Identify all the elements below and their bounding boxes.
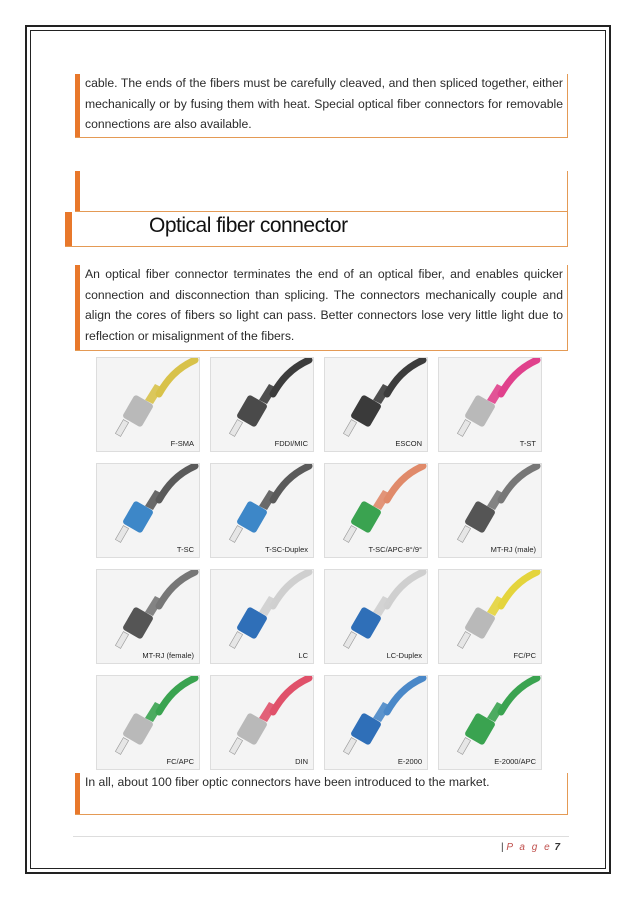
- accent-bar: [65, 212, 72, 246]
- connector-tile: [324, 357, 428, 452]
- accent-bar: [75, 265, 80, 350]
- connector-tile: [324, 569, 428, 664]
- connector-tile: [96, 357, 200, 452]
- connector-label: MT-RJ (female): [142, 651, 194, 660]
- connector-label: DIN: [295, 757, 308, 766]
- connector-label: T-ST: [519, 439, 536, 448]
- connector-label: LC-Duplex: [386, 651, 422, 660]
- connector-label: FDDI/MIC: [274, 439, 308, 448]
- connector-label: FC/APC: [166, 757, 194, 766]
- connector-photo: [325, 464, 428, 558]
- accent-bar: [75, 171, 80, 211]
- accent-bar: [75, 773, 80, 814]
- connector-photo: [211, 358, 314, 452]
- intro-paragraph: cable. The ends of the fibers must be carefully cleaved, and then spliced together, either mechanically or by fusing them with heat. Special optical fiber connectors for removable connections are also available.: [85, 76, 563, 131]
- connector-photo: [97, 676, 200, 770]
- footer-separator: |: [500, 842, 507, 853]
- connector-tile: [96, 463, 200, 558]
- connector-label: T-SC-Duplex: [265, 545, 308, 554]
- connector-label: MT-RJ (male): [490, 545, 536, 554]
- connector-image-grid: [96, 357, 542, 774]
- connector-photo: [97, 464, 200, 558]
- connector-tile: [210, 675, 314, 770]
- empty-box: [75, 171, 568, 212]
- page-number: 7: [554, 842, 560, 853]
- connector-photo: [439, 464, 542, 558]
- connector-tile: [324, 675, 428, 770]
- connector-tile: [438, 675, 542, 770]
- connector-tile: [210, 463, 314, 558]
- connector-photo: [211, 676, 314, 770]
- accent-bar: [75, 74, 80, 137]
- closing-paragraph: In all, about 100 fiber optic connectors have been introduced to the market.: [85, 775, 490, 789]
- connector-photo: [97, 358, 200, 452]
- section-heading: Optical fiber connector: [149, 214, 348, 237]
- connector-label: FC/PC: [513, 651, 536, 660]
- connector-tile: [96, 675, 200, 770]
- connector-photo: [325, 358, 428, 452]
- connector-tile: [210, 357, 314, 452]
- connector-photo: [439, 676, 542, 770]
- intro-paragraph-box: [75, 74, 568, 138]
- connector-tile: [324, 463, 428, 558]
- page-word: P a g e: [506, 842, 552, 853]
- footer-divider: [73, 836, 569, 837]
- page-footer: [501, 842, 560, 853]
- connector-photo: [211, 570, 314, 664]
- connector-label: LC: [298, 651, 308, 660]
- connector-tile: [438, 463, 542, 558]
- connector-photo: [325, 676, 428, 770]
- closing-paragraph-box: [75, 773, 568, 815]
- connector-photo: [439, 358, 542, 452]
- connector-label: F-SMA: [170, 439, 194, 448]
- connector-paragraph: An optical fiber connector terminates the end of an optical fiber, and enables quicker connection and disconnection than splicing. The connectors mechanically couple and align the cores of fibers so light can pass. Better connectors lose very little light due to reflection or misalignment of the fibers.: [85, 267, 563, 343]
- connector-tile: [96, 569, 200, 664]
- connector-photo: [325, 570, 428, 664]
- connector-label: ESCON: [395, 439, 422, 448]
- connector-tile: [438, 569, 542, 664]
- connector-photo: [439, 570, 542, 664]
- connector-label: T-SC: [176, 545, 194, 554]
- connector-tile: [438, 357, 542, 452]
- heading-box: [65, 212, 568, 247]
- connector-photo: [211, 464, 314, 558]
- connector-photo: [97, 570, 200, 664]
- connector-label: T-SC/APC-8°/9°: [368, 545, 422, 554]
- connector-label: E-2000/APC: [494, 757, 536, 766]
- connector-tile: [210, 569, 314, 664]
- connector-label: E-2000: [397, 757, 422, 766]
- connector-paragraph-box: [75, 265, 568, 351]
